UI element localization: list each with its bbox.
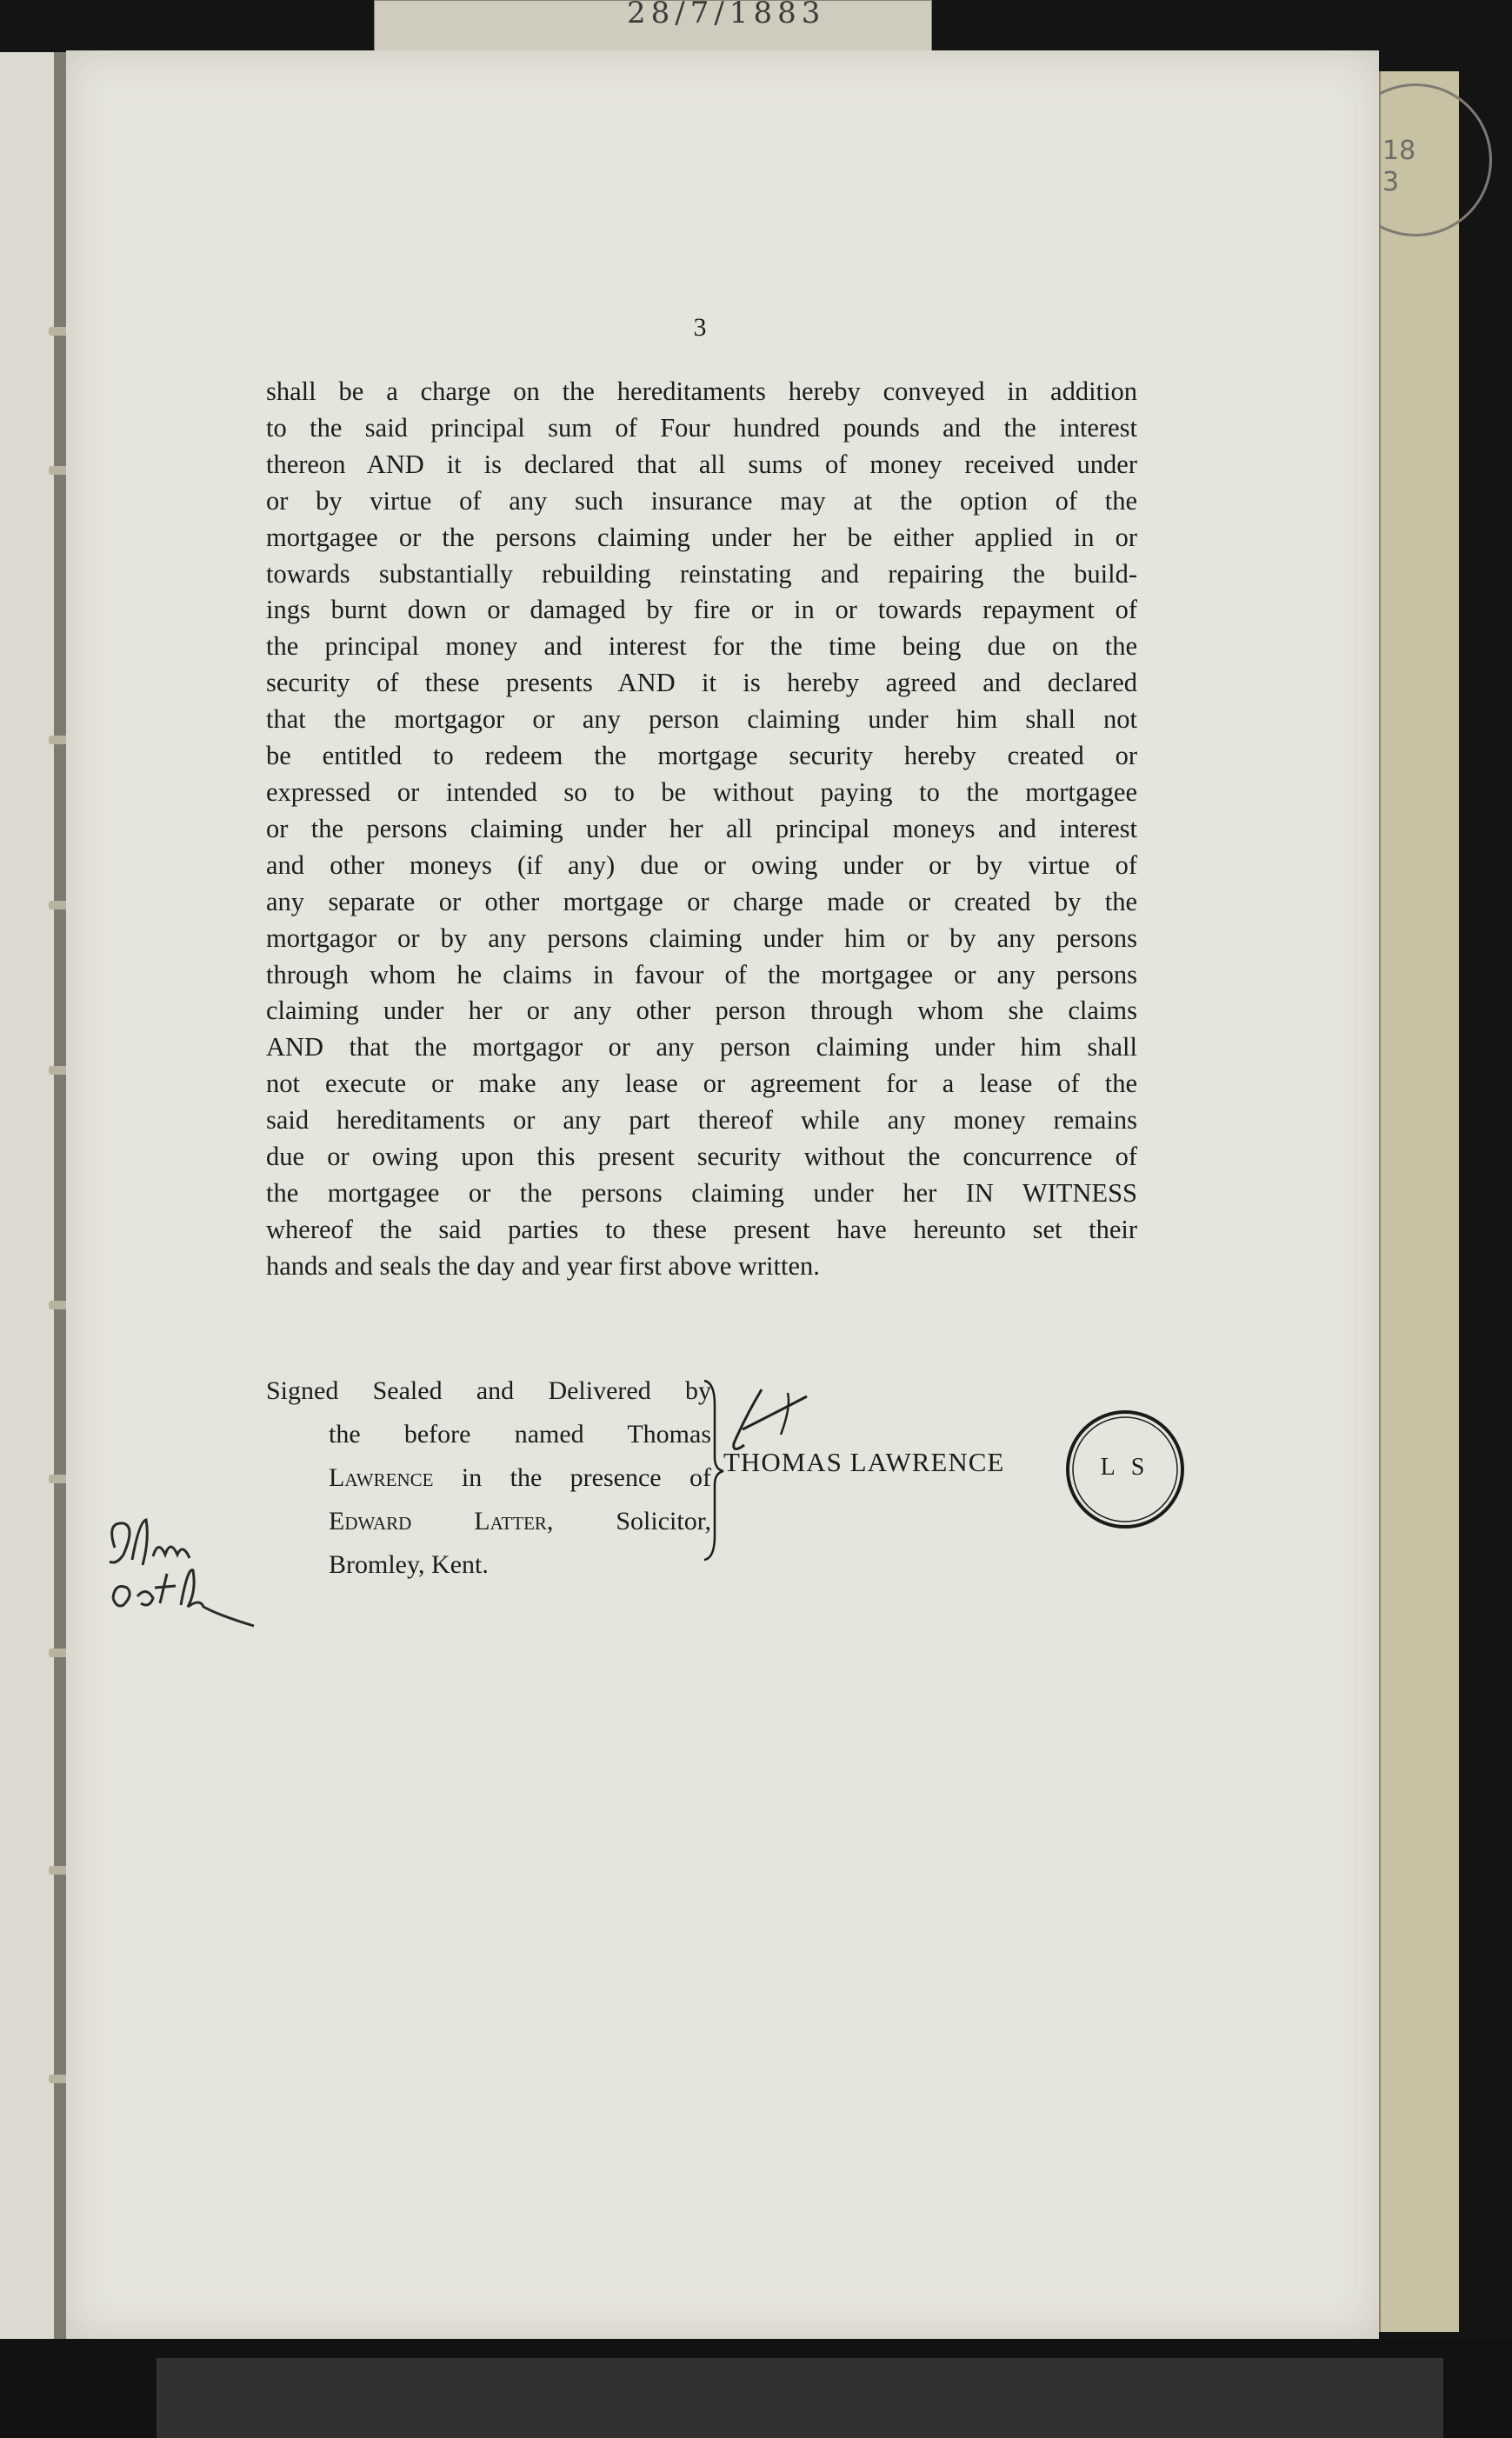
tab-annotation: 28/7/1883 — [627, 0, 826, 30]
text-line: towards substantially rebuilding reinstating and repairing the build- — [266, 558, 1137, 589]
signer-name: THOMAS LAWRENCE — [723, 1447, 1005, 1477]
attestation-clause — [266, 1369, 711, 1587]
text-line: or the persons claiming under her all principal moneys and interest — [266, 813, 1137, 843]
text-line: and other moneys (if any) due or owing under or by virtue of — [266, 849, 1137, 880]
text-line: claiming under her or any other person through whom she claims — [266, 996, 1137, 1026]
attestation-bracket — [701, 1379, 725, 1562]
text-line: shall be a charge on the hereditaments hereby conveyed in addition — [266, 376, 1137, 406]
text-line: or by virtue of any such insurance may at the option of the — [266, 485, 1137, 516]
text-line: not execute or make any lease or agreement for a lease of the — [266, 1069, 1137, 1099]
text-line: that the mortgagor or any person claiming under him shall not — [266, 704, 1137, 735]
stamp-number-line: 18 — [1382, 136, 1416, 166]
text-line: whereof the said parties to these present have hereunto set their — [266, 1214, 1137, 1244]
text-line: the principal money and interest for the time being due on the — [266, 631, 1137, 662]
page-number: 3 — [693, 313, 707, 342]
text-line: thereon AND it is declared that all sums of money received under — [266, 449, 1137, 479]
deed-body-text — [266, 374, 1137, 1285]
text-line: mortgagee or the persons claiming under her be either applied in or — [266, 522, 1137, 552]
attestation-line: Signed Sealed and Delivered by — [266, 1376, 711, 1405]
next-leaf-edge — [1379, 71, 1459, 2332]
text-line: the mortgagee or the persons claiming under her IN WITNESS — [266, 1177, 1137, 1208]
signer-surname: Lawrence — [329, 1463, 434, 1492]
text-line: be entitled to redeem the mortgage security hereby created or — [266, 741, 1137, 771]
attestation-line: the before named Thomas — [329, 1420, 711, 1449]
attestation-line — [266, 1500, 711, 1543]
witness-title: Solicitor, — [616, 1507, 711, 1535]
attestation-line: Bromley, Kent. — [329, 1550, 489, 1579]
attestation-line — [266, 1456, 711, 1500]
text-line: due or owing upon this present security without the concurrence of — [266, 1142, 1137, 1172]
document-tab — [374, 0, 932, 54]
underlying-paper-scrap — [157, 2358, 1443, 2438]
attestation-text: in the presence of — [433, 1463, 711, 1492]
handwritten-initials-icon — [97, 1504, 263, 1661]
text-line: security of these presents AND it is hereby agreed and declared — [266, 668, 1137, 698]
text-line: AND that the mortgagor or any person claiming under him shall — [266, 1032, 1137, 1062]
seal-label: L S — [1100, 1454, 1150, 1481]
text-line: mortgagor or by any persons claiming under him or by any persons — [266, 923, 1137, 953]
stamp-numbers — [1382, 136, 1415, 198]
text-line: said hereditaments or any part thereof while any money remains — [266, 1105, 1137, 1136]
text-line: hands and seals the day and year first above written. — [266, 1250, 820, 1281]
text-line: any separate or other mortgage or charge made or created by the — [266, 886, 1137, 916]
text-line: through whom he claims in favour of the mortgagee or any persons — [266, 959, 1137, 989]
stamp-number-line: 3 — [1382, 167, 1400, 197]
text-line: expressed or intended so to be without paying to the mortgagee — [266, 776, 1137, 807]
text-line: ings burnt down or damaged by fire or in or towards repayment of — [266, 595, 1137, 625]
text-line: to the said principal sum of Four hundred pounds and the interest — [266, 412, 1137, 443]
witness-name: Edward Latter, — [329, 1507, 554, 1535]
